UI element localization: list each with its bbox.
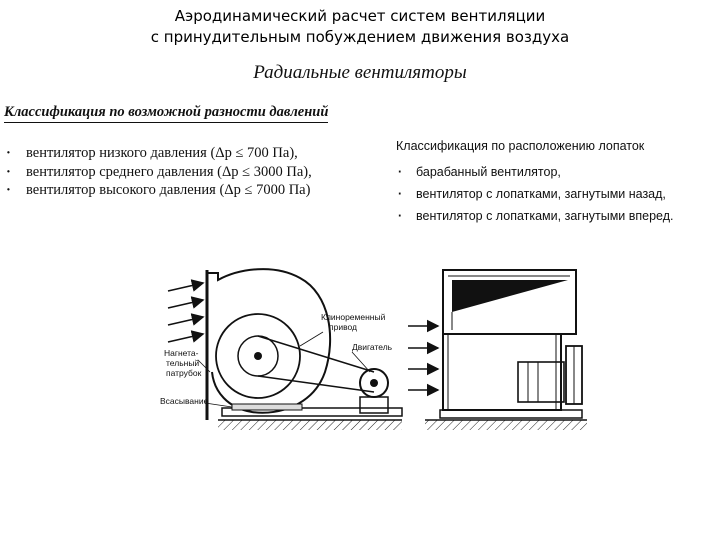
motor-block — [518, 362, 564, 402]
label-belt-drive-line2: привод — [329, 322, 357, 332]
list-item: · вентилятор высокого давления (Δp ≤ 7000 Па) — [4, 181, 312, 200]
label-outlet-line3: патрубок — [166, 368, 202, 378]
fan-front-view — [408, 270, 587, 430]
fan-base-block — [232, 404, 302, 410]
front-base-frame — [440, 410, 582, 418]
title-line-2: с принудительным побуждением движения воздуха — [150, 28, 570, 46]
label-outlet-line1: Нагнета- — [164, 348, 199, 358]
list-item: · вентилятор с лопатками, загнутыми вперед. — [396, 205, 674, 227]
label-motor: Двигатель — [352, 342, 393, 352]
list-item: · вентилятор низкого давления (Δp ≤ 700 Па), — [4, 144, 312, 163]
pressure-classification-heading: Классификация по возможной разности давлений — [4, 104, 328, 123]
airflow-arrows-right — [408, 326, 438, 390]
motor-stand — [360, 397, 388, 413]
fan-side-view — [160, 269, 402, 430]
title-line-1: Аэродинамический расчет систем вентиляции — [174, 7, 546, 25]
list-item: · вентилятор среднего давления (Δp ≤ 3000 Па), — [4, 163, 312, 182]
ground-hatch-left — [218, 420, 402, 430]
shaft-hub — [254, 352, 262, 360]
blade-section — [452, 280, 568, 312]
label-inlet: Всасывание — [160, 396, 209, 406]
motor-pulley — [370, 379, 378, 387]
airflow-arrows-left — [168, 283, 203, 342]
label-outlet-line2: тельный — [166, 358, 200, 368]
ground-hatch-right — [425, 420, 587, 430]
fan-body — [443, 334, 561, 410]
list-item: · вентилятор с лопатками, загнутыми назад, — [396, 183, 674, 205]
label-belt-drive-line1: Клиноременный — [321, 312, 386, 322]
volute-casing — [207, 269, 330, 413]
list-item: · барабанный вентилятор, — [396, 161, 674, 183]
section-subtitle: Радиальные вентиляторы — [253, 62, 467, 83]
blade-classification-heading: Классификация по расположению лопаток — [396, 139, 645, 153]
